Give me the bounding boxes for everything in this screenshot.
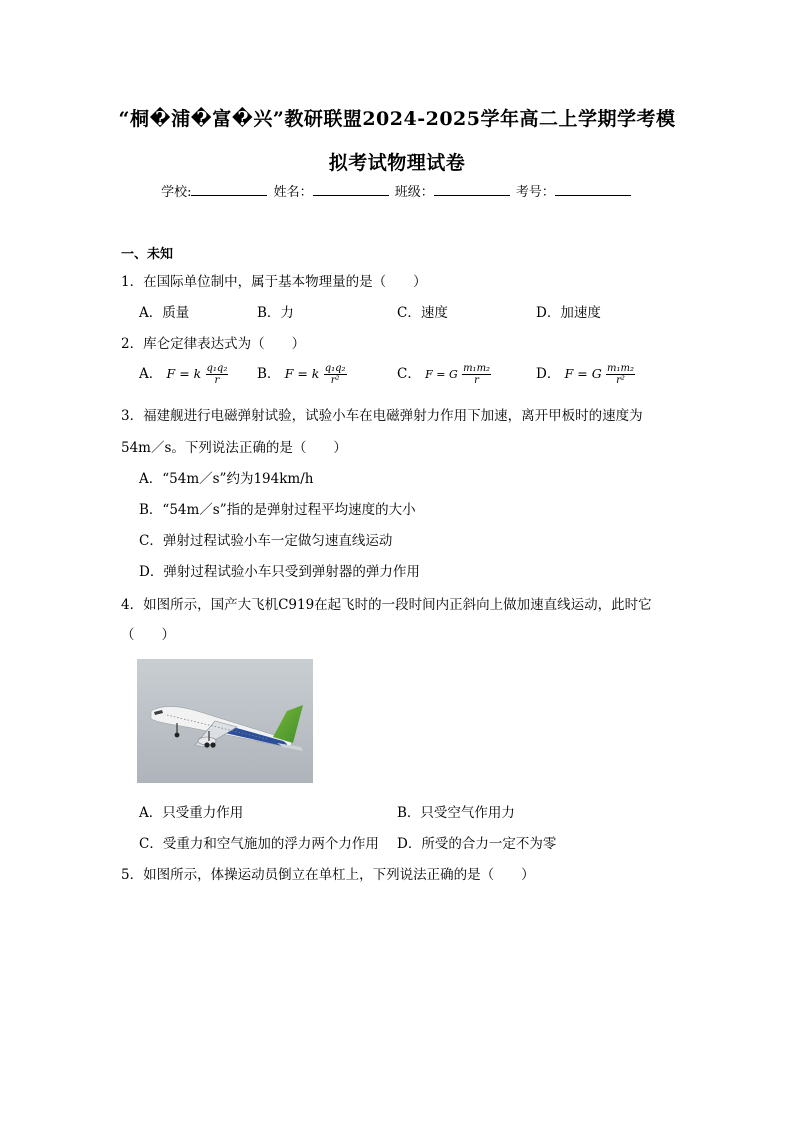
q2-option-c-label: C． xyxy=(397,366,421,382)
student-info-row xyxy=(0,181,794,200)
q1-option-c[interactable]: C．速度 xyxy=(397,305,448,321)
q2-option-a-num: q₁q₂ xyxy=(206,363,228,374)
question-4-stem-line2: （ ） xyxy=(121,627,175,643)
q2-option-d[interactable] xyxy=(536,362,635,386)
q2-option-d-fraction xyxy=(606,363,635,386)
q2-option-a-label: A． xyxy=(139,366,163,382)
exam-title-line1: “桐�浦�富�兴”教研联盟2024-2025学年高二上学期学考模 xyxy=(118,108,676,130)
q2-option-c-lhs: F = G xyxy=(425,368,458,381)
section-title: 一、未知 xyxy=(121,247,174,262)
question-3-stem-line2: 54m／s。下列说法正确的是（ ） xyxy=(121,440,347,456)
exam-number-blank[interactable] xyxy=(555,181,631,196)
name-label: 姓名： xyxy=(273,185,313,200)
airplane-illustration xyxy=(137,659,313,783)
name-blank[interactable] xyxy=(313,181,389,196)
c919-airplane-image xyxy=(137,659,313,783)
q2-option-b-den: r² xyxy=(330,375,340,386)
q4-option-d[interactable]: D．所受的合力一定不为零 xyxy=(397,836,557,852)
q2-option-d-lhs: F = G xyxy=(564,366,602,381)
school-blank[interactable] xyxy=(191,181,267,196)
q4-option-c[interactable]: C．受重力和空气施加的浮力两个力作用 xyxy=(139,836,379,852)
question-4-stem-line1: 4．如图所示，国产大飞机C919在起飞时的一段时间内正斜向上做加速直线运动，此时它 xyxy=(121,597,652,613)
class-blank[interactable] xyxy=(434,181,510,196)
question-1-stem: 1．在国际单位制中，属于基本物理量的是（ ） xyxy=(121,274,427,290)
q2-option-d-label: D． xyxy=(536,366,561,382)
q1-option-d[interactable]: D．加速度 xyxy=(536,305,601,321)
exam-number-label: 考号： xyxy=(515,185,555,200)
school-label: 学校: xyxy=(161,185,192,200)
q2-option-c-fraction xyxy=(462,363,491,386)
exam-title-line2: 拟考试物理试卷 xyxy=(328,152,466,174)
question-3-stem-line1: 3．福建舰进行电磁弹射试验，试验小车在电磁弹射力作用下加速，离开甲板时的速度为 xyxy=(121,408,643,424)
q2-option-b[interactable] xyxy=(257,362,347,386)
q2-option-a-den: r xyxy=(214,375,220,386)
q2-option-d-num: m₁m₂ xyxy=(607,363,634,374)
q1-option-b[interactable]: B．力 xyxy=(257,305,294,321)
q2-option-a[interactable] xyxy=(139,362,228,386)
q2-option-b-num: q₁q₂ xyxy=(324,363,346,374)
q2-option-b-label: B． xyxy=(257,366,281,382)
q3-option-c[interactable]: C．弹射过程试验小车一定做匀速直线运动 xyxy=(139,533,393,549)
q3-option-a[interactable]: A．“54m／s”约为194km/h xyxy=(139,471,314,487)
q2-option-b-lhs: F = k xyxy=(284,366,320,381)
q2-option-d-den: r² xyxy=(616,375,625,386)
q2-option-c-den: r xyxy=(474,375,479,386)
q3-option-b[interactable]: B．“54m／s”指的是弹射过程平均速度的大小 xyxy=(139,502,416,518)
q2-option-c[interactable] xyxy=(397,362,491,386)
q2-option-a-fraction xyxy=(206,363,229,386)
class-label: 班级： xyxy=(394,185,434,200)
q2-option-b-fraction xyxy=(324,363,347,386)
q3-option-d[interactable]: D．弹射过程试验小车只受到弹射器的弹力作用 xyxy=(139,564,420,580)
q4-option-a[interactable]: A．只受重力作用 xyxy=(139,805,244,821)
q4-option-b[interactable]: B．只受空气作用力 xyxy=(397,805,515,821)
q2-option-c-num: m₁m₂ xyxy=(463,363,491,374)
question-2-stem: 2．库仑定律表达式为（ ） xyxy=(121,336,306,352)
question-5-stem: 5．如图所示，体操运动员倒立在单杠上，下列说法正确的是（ ） xyxy=(121,867,535,883)
q2-option-a-lhs: F = k xyxy=(166,366,202,381)
q1-option-a[interactable]: A．质量 xyxy=(139,305,190,321)
